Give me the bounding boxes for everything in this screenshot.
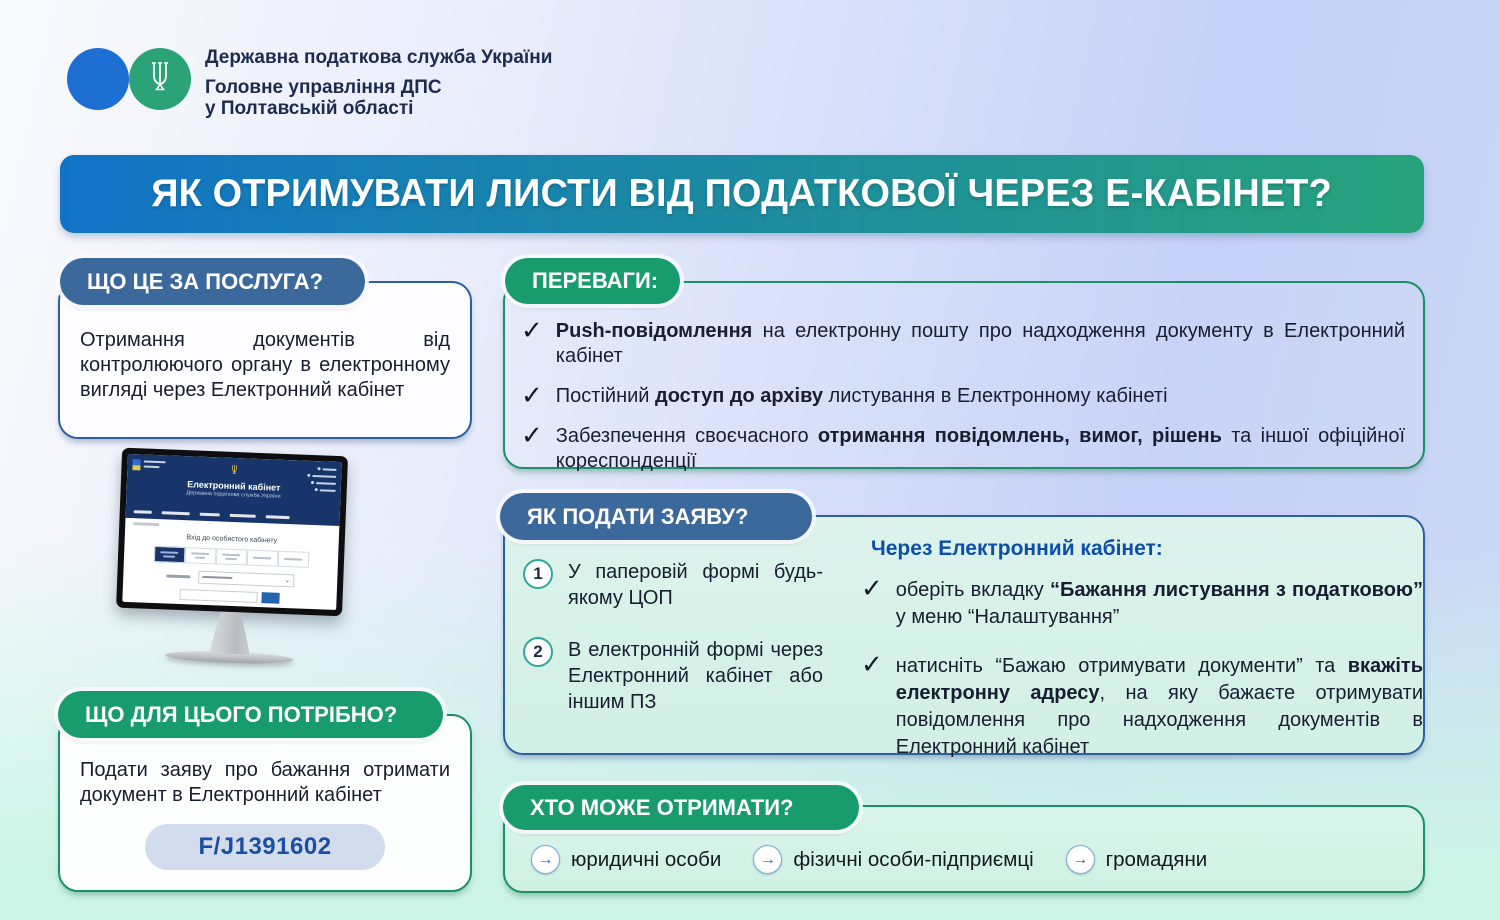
who-heading: ХТО МОЖЕ ОТРИМАТИ? bbox=[503, 785, 859, 830]
who-item bbox=[531, 845, 721, 874]
monitor-bezel bbox=[116, 448, 348, 617]
who-label: фізичні особи-підприємці bbox=[793, 847, 1034, 871]
apply-step bbox=[523, 637, 823, 715]
benefit-text: Забезпечення своєчасного отримання повідомлень, вимог, рішень та іншої офіційної кореспонденції bbox=[555, 425, 1405, 472]
ecabinet-site-header bbox=[126, 454, 342, 526]
benefit-item bbox=[521, 421, 1405, 474]
benefits-panel bbox=[503, 281, 1425, 472]
org-line-3: у Полтавській області bbox=[205, 98, 414, 119]
site-select bbox=[198, 570, 294, 587]
check-icon: ✓ bbox=[521, 381, 543, 411]
logo-blue-circle bbox=[67, 48, 129, 110]
step-number-badge: 2 bbox=[523, 637, 553, 667]
benefits-heading: ПЕРЕВАГИ: bbox=[505, 258, 680, 304]
service-body: Отримання документів від контролюючого органу в електронному вигляді через Електронний кабінет bbox=[80, 329, 450, 401]
ecabinet-item bbox=[861, 574, 1423, 631]
who-label: громадяни bbox=[1105, 847, 1208, 871]
ecabinet-heading: Через Електронний кабінет: bbox=[871, 537, 1163, 560]
ecabinet-item-text: оберіть вкладку “Бажання листування з податковою” у меню “Налаштування” bbox=[895, 579, 1423, 628]
benefit-text: Push-повідомлення на електронну пошту про надходження документу в Електронний кабінет bbox=[555, 320, 1405, 367]
arrow-icon: → bbox=[1066, 845, 1095, 874]
site-masthead bbox=[126, 458, 341, 502]
site-button bbox=[261, 592, 279, 604]
site-tab bbox=[246, 549, 278, 566]
benefit-item bbox=[521, 316, 1405, 369]
site-input-row bbox=[130, 587, 328, 606]
arrow-icon: → bbox=[753, 845, 782, 874]
ecabinet-instructions bbox=[861, 537, 1423, 761]
ecabinet-item bbox=[861, 650, 1424, 761]
site-login-tabs bbox=[132, 545, 330, 569]
check-icon: ✓ bbox=[861, 650, 883, 680]
step-text: У паперовій формі будь-якому ЦОП bbox=[568, 561, 823, 609]
org-line-2: Головне управління ДПС bbox=[205, 77, 442, 98]
title-banner bbox=[60, 155, 1424, 233]
benefits-list bbox=[505, 283, 1423, 474]
benefit-item bbox=[521, 381, 1405, 411]
required-heading: ЩО ДЛЯ ЦЬОГО ПОТРІБНО? bbox=[58, 691, 443, 738]
chevron-down-icon: ⌄ bbox=[284, 576, 291, 584]
org-line-1: Державна податкова служба України bbox=[205, 47, 553, 68]
apply-heading: ЯК ПОДАТИ ЗАЯВУ? bbox=[500, 493, 812, 540]
ecabinet-items bbox=[861, 574, 1424, 761]
monitor-stand bbox=[197, 611, 263, 655]
required-body: Подати заяву про бажання отримати документ в Електронний кабінет bbox=[80, 759, 450, 806]
ecabinet-item-text: натисніть “Бажаю отримувати документи” та вкажіть електронну адресу, на яку бажаєте отримувати повідомлення про надходження документів в Електронний кабінет bbox=[895, 655, 1424, 758]
site-nav-bar bbox=[134, 510, 290, 519]
site-tab-active bbox=[153, 545, 185, 562]
site-tab bbox=[277, 550, 309, 567]
service-heading: ЩО ЦЕ ЗА ПОСЛУГА? bbox=[60, 258, 365, 305]
site-select-label bbox=[166, 574, 190, 578]
site-input bbox=[179, 588, 257, 602]
small-trident-icon bbox=[230, 462, 239, 479]
form-code-badge: F/J1391602 bbox=[145, 824, 385, 870]
step-number-badge: 1 bbox=[523, 559, 553, 589]
site-subtitle: Державна податкова служба України bbox=[186, 490, 281, 500]
apply-steps bbox=[523, 559, 823, 715]
trident-icon bbox=[147, 60, 173, 99]
site-tab bbox=[215, 548, 247, 565]
logo-green-circle bbox=[129, 48, 191, 110]
check-icon: ✓ bbox=[521, 316, 543, 346]
apply-step bbox=[523, 559, 823, 611]
arrow-icon: → bbox=[531, 845, 560, 874]
benefit-text: Постійний доступ до архіву листування в Електронному кабінеті bbox=[555, 385, 1168, 407]
monitor-screen bbox=[122, 454, 342, 610]
check-icon: ✓ bbox=[861, 574, 883, 604]
who-label: юридичні особи bbox=[571, 847, 722, 871]
site-login-heading: Вхід до особистого кабінету bbox=[186, 533, 278, 545]
who-item bbox=[1066, 845, 1208, 874]
org-name bbox=[205, 47, 552, 119]
check-icon: ✓ bbox=[521, 421, 543, 451]
required-panel bbox=[58, 714, 472, 892]
who-item bbox=[753, 845, 1033, 874]
site-breadcrumb bbox=[133, 522, 159, 525]
site-title: Електронний кабінет bbox=[187, 479, 281, 493]
apply-panel bbox=[503, 515, 1425, 758]
site-select-row bbox=[131, 568, 329, 589]
page-title: ЯК ОТРИМУВАТИ ЛИСТИ ВІД ПОДАТКОВОЇ ЧЕРЕЗ Е-КАБІНЕТ? bbox=[151, 172, 1333, 215]
monitor-mockup bbox=[114, 448, 352, 672]
site-body bbox=[122, 518, 339, 610]
site-tab bbox=[184, 547, 216, 564]
step-text: В електронній формі через Електронний кабінет або іншим ПЗ bbox=[568, 639, 823, 713]
